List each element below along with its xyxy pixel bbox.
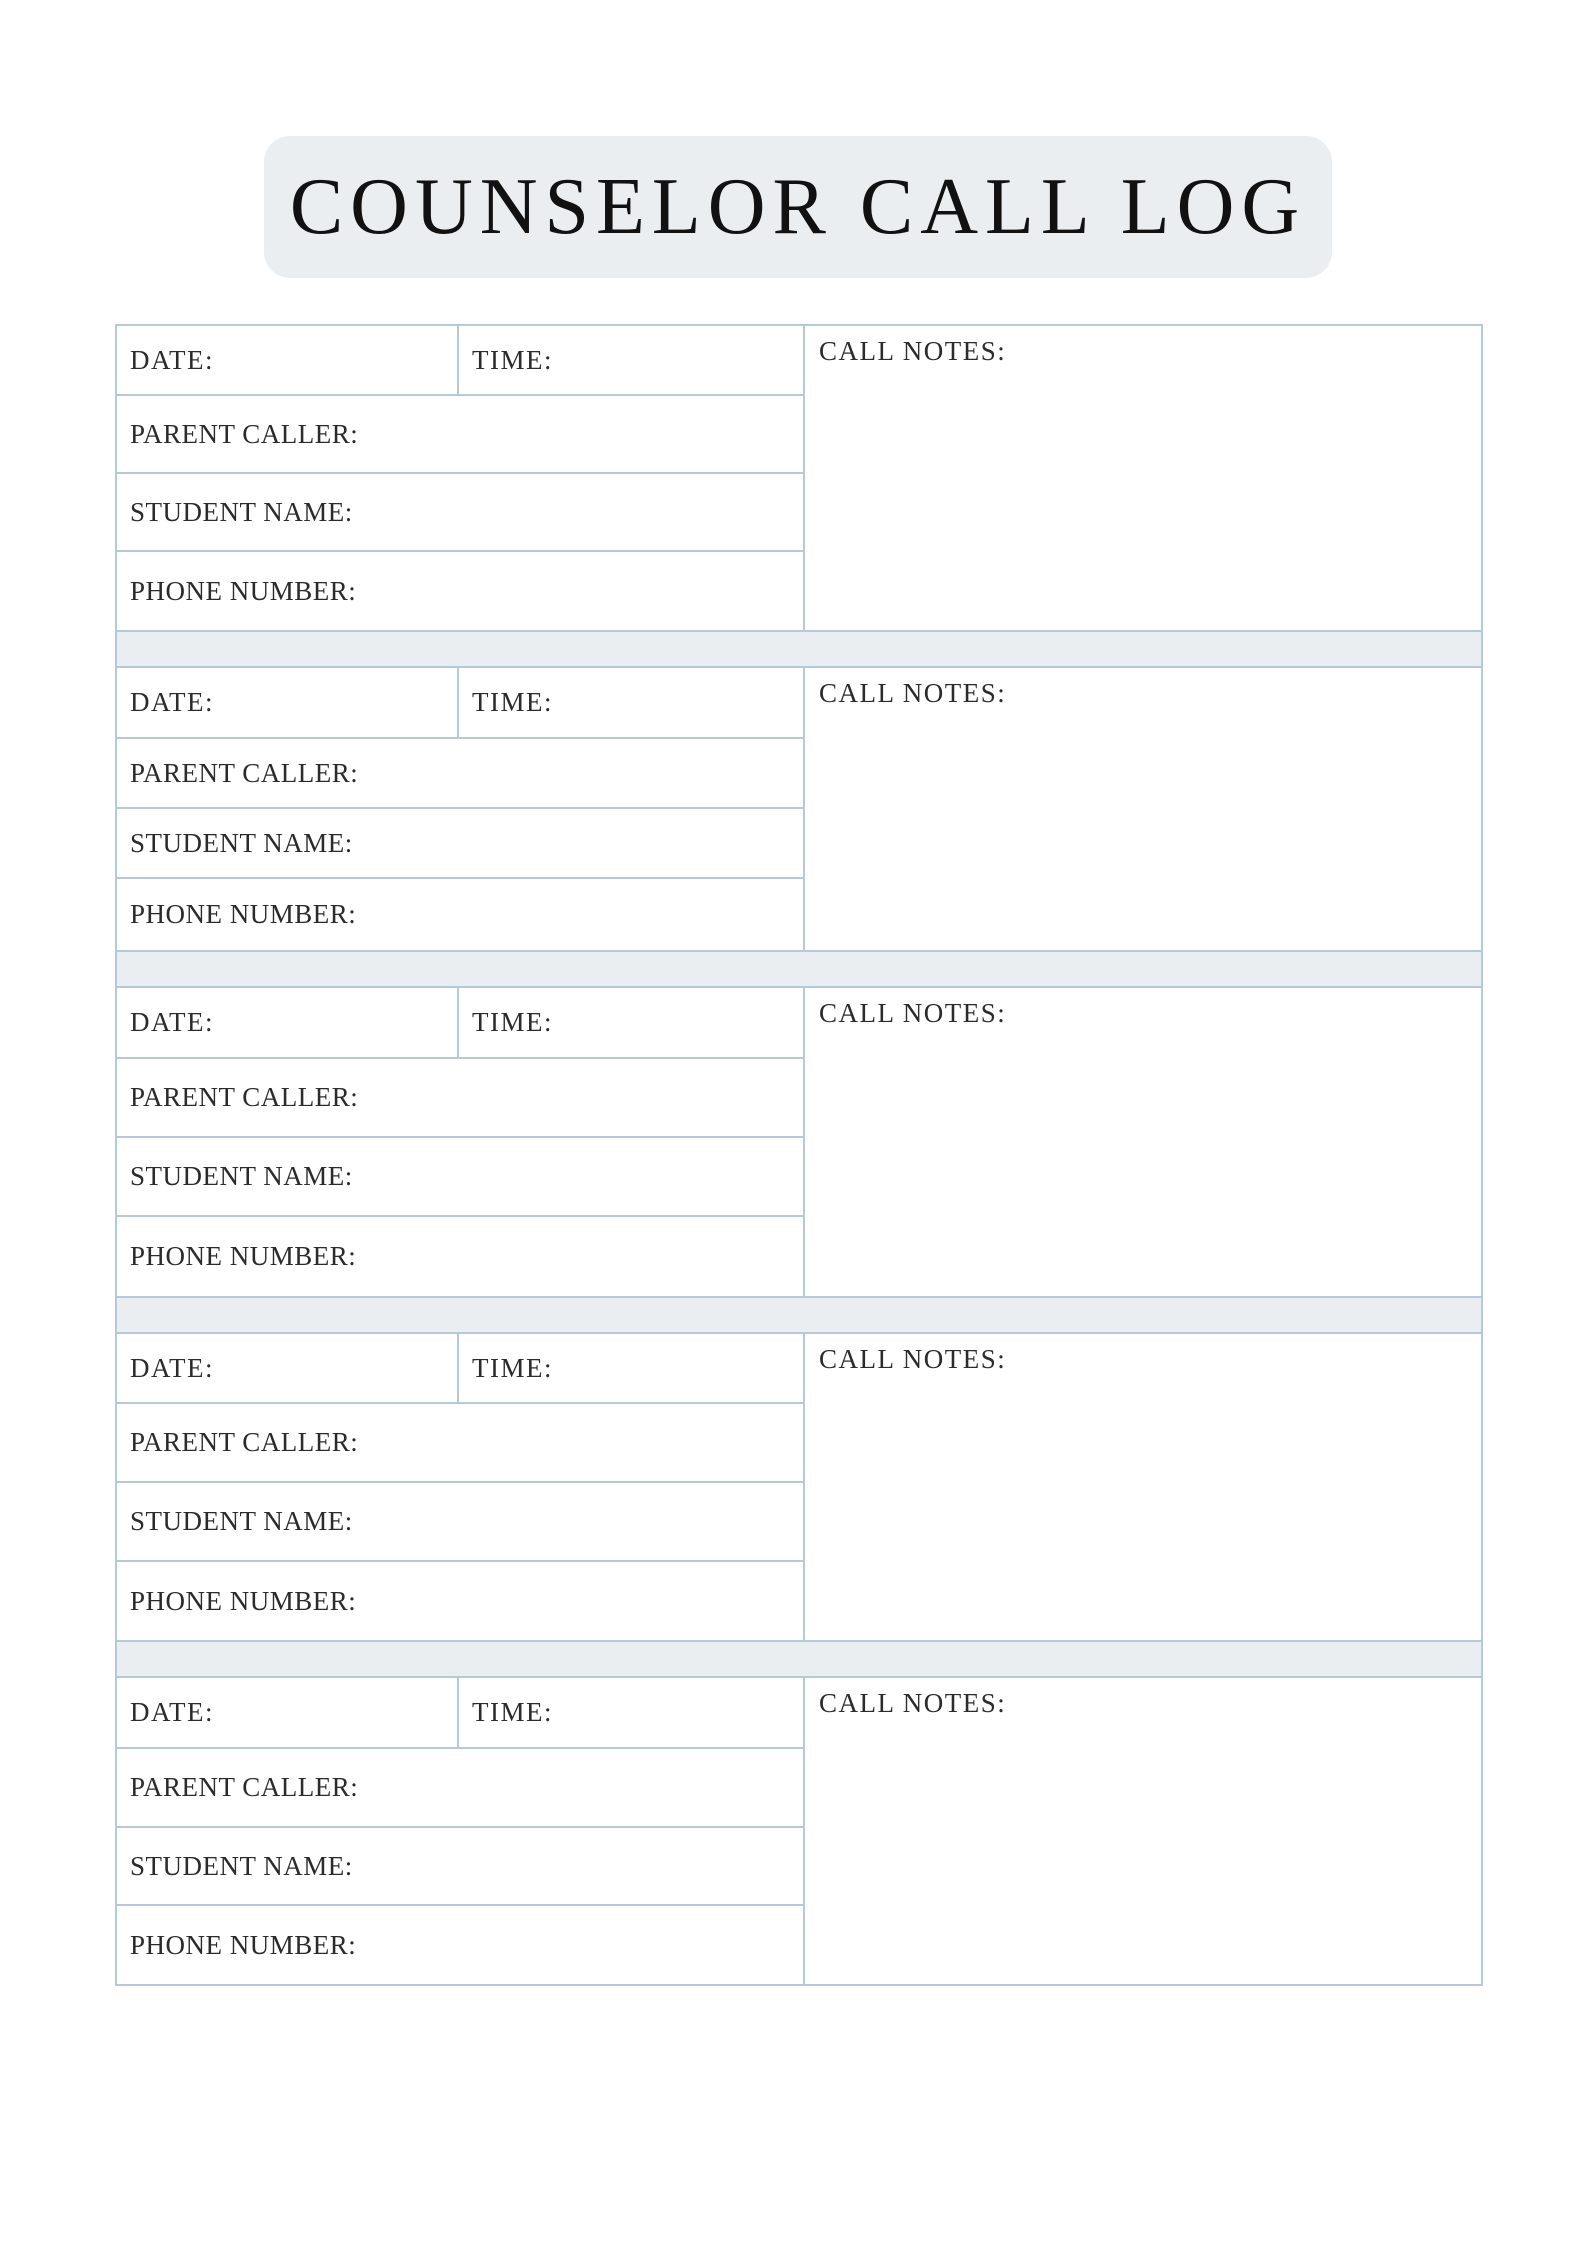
call-entry [117, 1678, 1481, 1984]
entry-fields [117, 1334, 805, 1640]
time-label: TIME: [472, 1007, 553, 1037]
entry-fields [117, 668, 805, 950]
entry-fields [117, 1678, 805, 1984]
phone-number-field[interactable] [117, 1217, 803, 1296]
phone-number-label: PHONE NUMBER: [130, 575, 357, 606]
student-name-label: STUDENT NAME: [130, 496, 353, 527]
call-entry [117, 668, 1481, 950]
entry-separator [117, 1640, 1481, 1678]
date-label: DATE: [130, 1697, 214, 1727]
phone-number-label: PHONE NUMBER: [130, 899, 357, 929]
call-notes-label: CALL NOTES: [819, 336, 1007, 366]
date-label: DATE: [130, 1007, 214, 1037]
time-label: TIME: [472, 1352, 553, 1383]
date-time-row [117, 1334, 803, 1404]
parent-caller-field[interactable] [117, 396, 803, 474]
date-field[interactable] [117, 1334, 459, 1402]
student-name-label: STUDENT NAME: [130, 1850, 353, 1881]
time-field[interactable] [459, 1678, 803, 1747]
student-name-field[interactable] [117, 1483, 803, 1562]
date-time-row [117, 668, 803, 739]
call-notes-label: CALL NOTES: [819, 998, 1007, 1028]
phone-number-label: PHONE NUMBER: [130, 1929, 357, 1960]
parent-caller-field[interactable] [117, 739, 803, 809]
student-name-label: STUDENT NAME: [130, 1506, 353, 1536]
student-name-field[interactable] [117, 474, 803, 552]
phone-number-field[interactable] [117, 552, 803, 630]
student-name-field[interactable] [117, 809, 803, 879]
phone-number-label: PHONE NUMBER: [130, 1241, 357, 1271]
call-entry [117, 326, 1481, 630]
time-label: TIME: [472, 344, 553, 375]
call-notes-field[interactable] [805, 1334, 1481, 1640]
parent-caller-label: PARENT CALLER: [130, 1427, 359, 1457]
call-notes-label: CALL NOTES: [819, 1344, 1007, 1374]
call-notes-label: CALL NOTES: [819, 1688, 1007, 1718]
student-name-field[interactable] [117, 1138, 803, 1217]
date-time-row [117, 1678, 803, 1749]
date-time-row [117, 988, 803, 1059]
parent-caller-field[interactable] [117, 1059, 803, 1138]
parent-caller-label: PARENT CALLER: [130, 1772, 359, 1802]
date-label: DATE: [130, 1352, 214, 1383]
parent-caller-label: PARENT CALLER: [130, 757, 359, 788]
time-field[interactable] [459, 326, 803, 394]
date-field[interactable] [117, 668, 459, 737]
phone-number-field[interactable] [117, 879, 803, 950]
time-field[interactable] [459, 1334, 803, 1402]
time-label: TIME: [472, 1697, 553, 1727]
call-notes-label: CALL NOTES: [819, 678, 1007, 708]
date-time-row [117, 326, 803, 396]
date-field[interactable] [117, 1678, 459, 1747]
parent-caller-label: PARENT CALLER: [130, 418, 359, 449]
student-name-label: STUDENT NAME: [130, 827, 353, 858]
parent-caller-field[interactable] [117, 1749, 803, 1828]
phone-number-field[interactable] [117, 1562, 803, 1640]
call-notes-field[interactable] [805, 988, 1481, 1296]
time-label: TIME: [472, 687, 553, 717]
phone-number-field[interactable] [117, 1906, 803, 1984]
entry-separator [117, 1296, 1481, 1334]
call-log-table [115, 324, 1483, 1986]
date-field[interactable] [117, 326, 459, 394]
call-entry [117, 988, 1481, 1296]
entry-separator [117, 630, 1481, 668]
title-banner [264, 136, 1332, 278]
page-title: COUNSELOR CALL LOG [289, 162, 1307, 251]
date-label: DATE: [130, 344, 214, 375]
call-entry [117, 1334, 1481, 1640]
student-name-label: STUDENT NAME: [130, 1161, 353, 1191]
time-field[interactable] [459, 668, 803, 737]
date-field[interactable] [117, 988, 459, 1057]
entry-separator [117, 950, 1481, 988]
parent-caller-field[interactable] [117, 1404, 803, 1483]
parent-caller-label: PARENT CALLER: [130, 1082, 359, 1112]
student-name-field[interactable] [117, 1828, 803, 1906]
call-notes-field[interactable] [805, 668, 1481, 950]
date-label: DATE: [130, 687, 214, 717]
call-notes-field[interactable] [805, 326, 1481, 630]
call-notes-field[interactable] [805, 1678, 1481, 1984]
phone-number-label: PHONE NUMBER: [130, 1585, 357, 1616]
entry-fields [117, 988, 805, 1296]
entry-fields [117, 326, 805, 630]
time-field[interactable] [459, 988, 803, 1057]
